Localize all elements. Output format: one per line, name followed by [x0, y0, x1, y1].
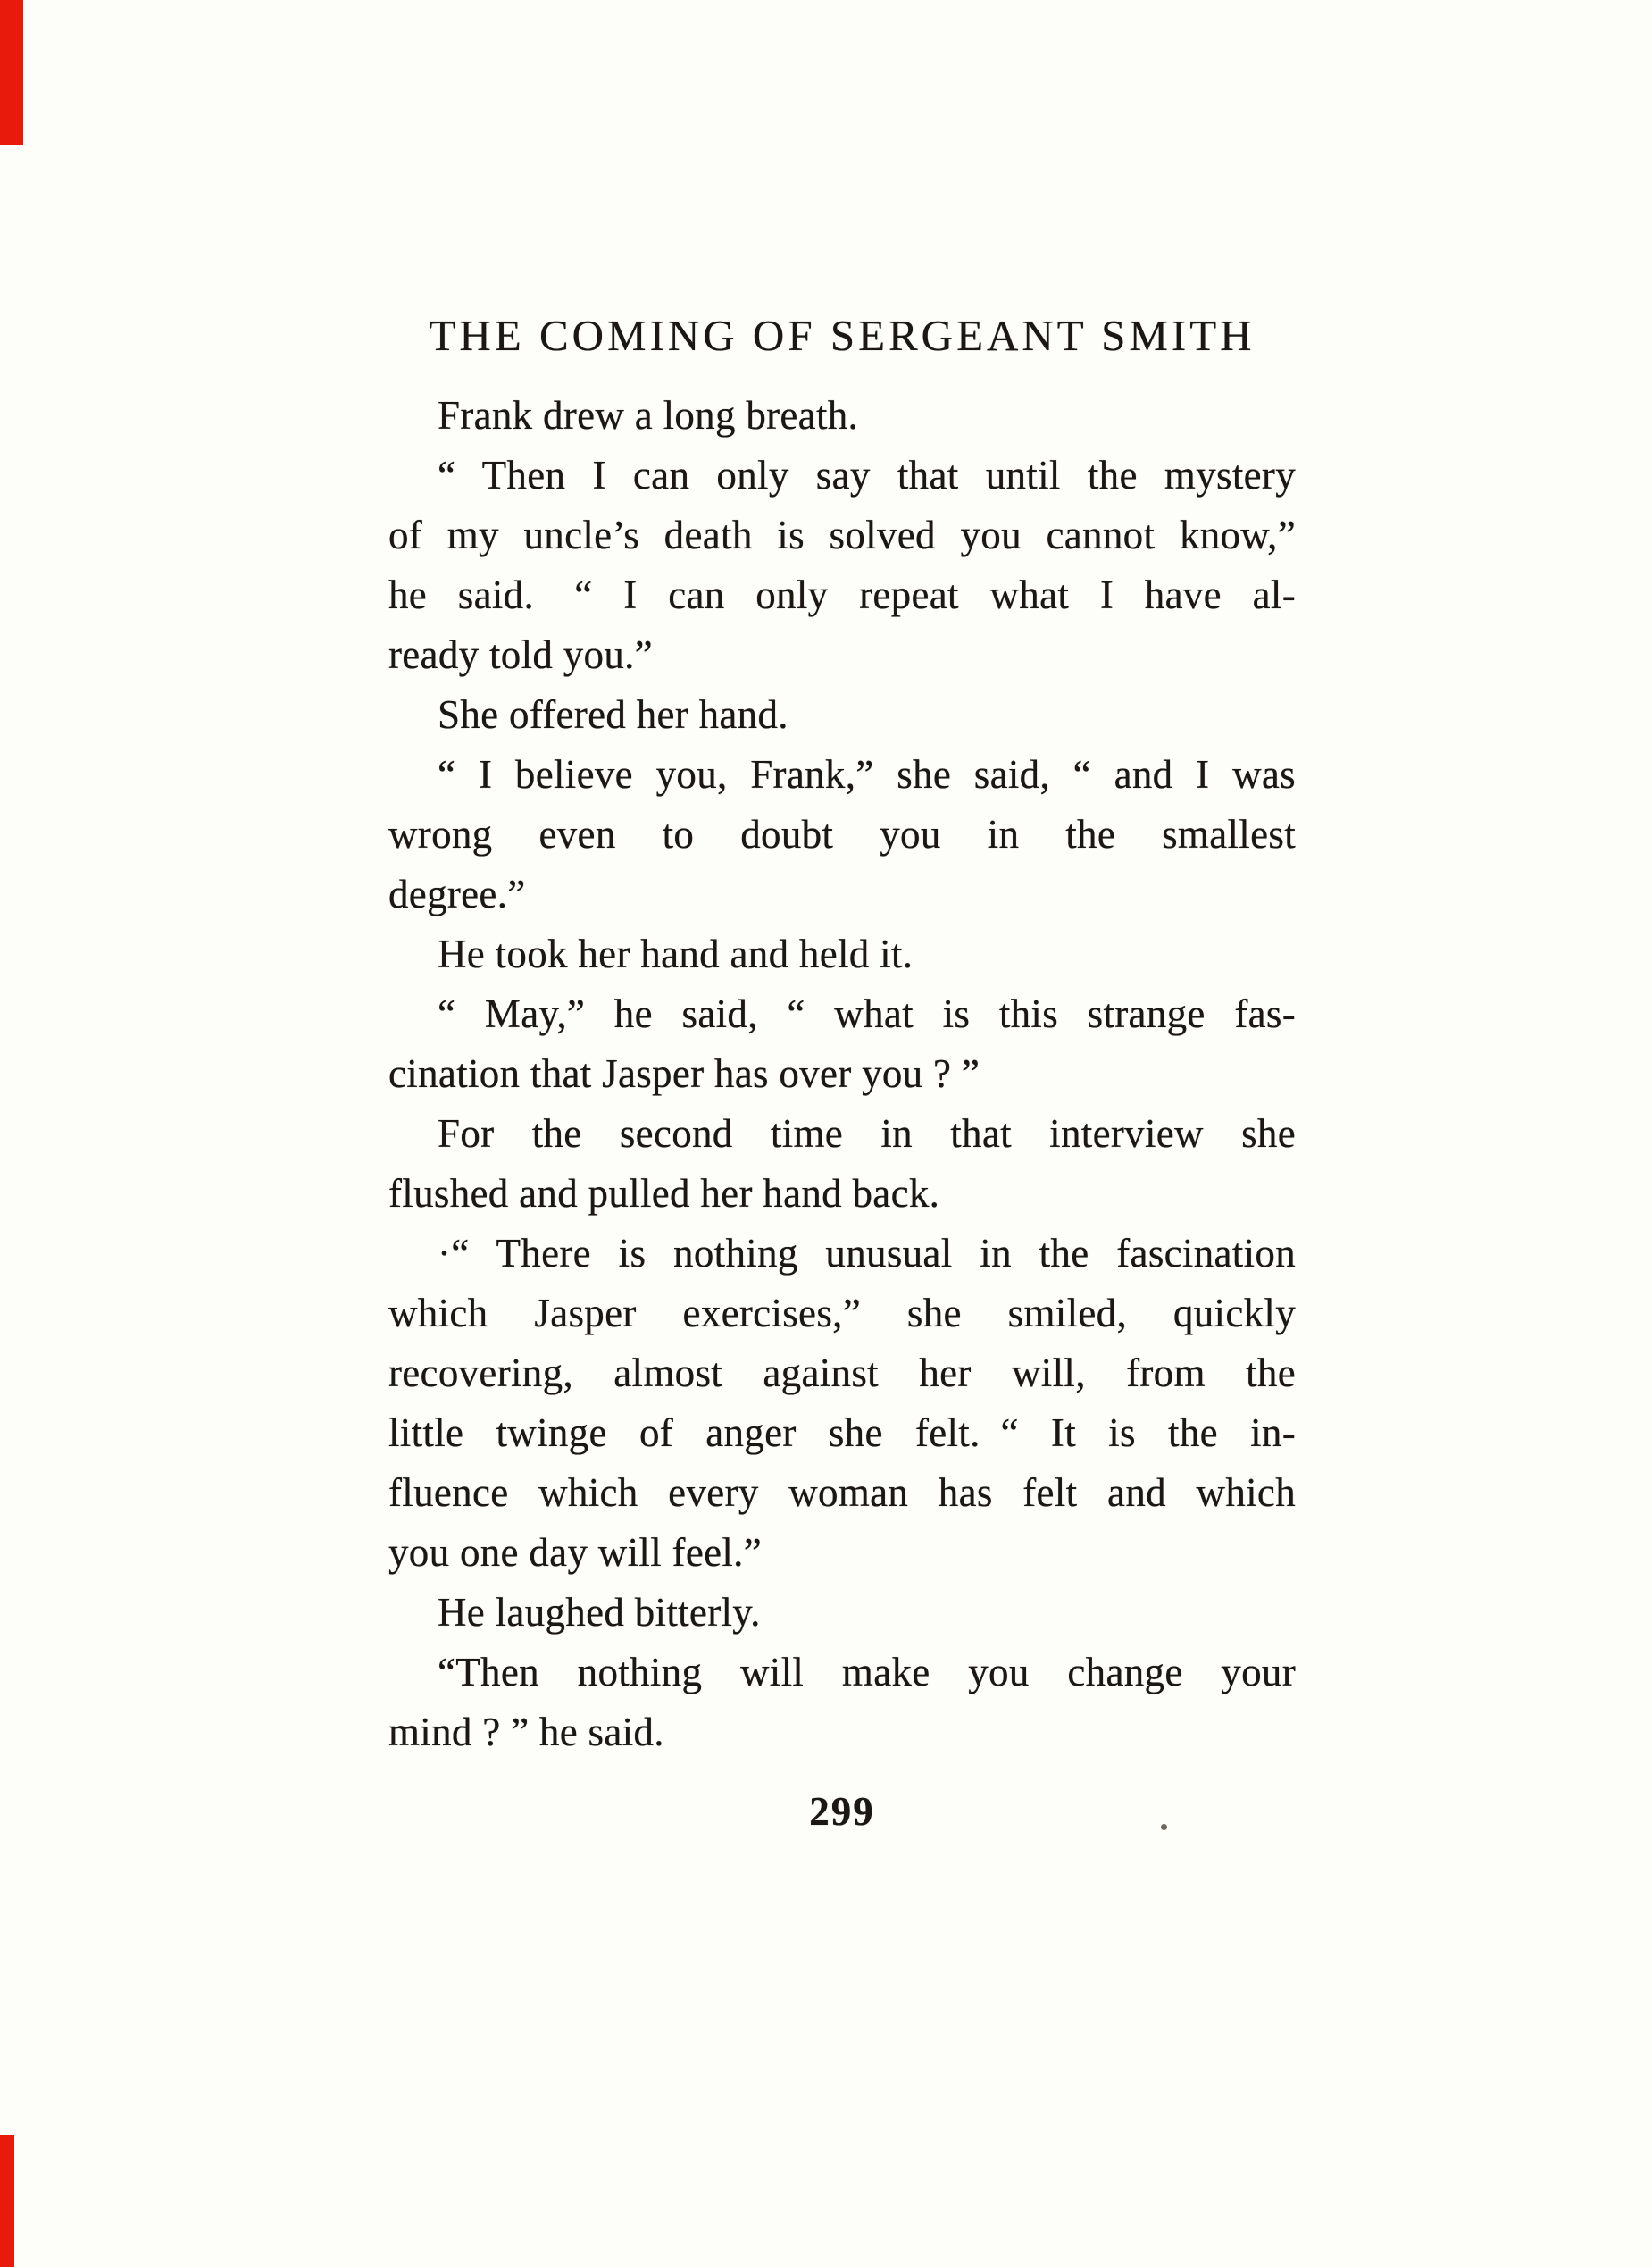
text-line: “ Then I can only say that until the mystery	[438, 453, 1296, 498]
text-line: For the second time in that interview she	[438, 1111, 1296, 1156]
page-body	[388, 309, 1296, 1842]
text-line: degree.”	[388, 872, 526, 916]
text-block	[388, 386, 1296, 1762]
text-line: Frank drew a long breath.	[438, 393, 859, 438]
text-line: mind ? ” he said.	[388, 1710, 664, 1754]
text-line: fluence which every woman has felt and which	[388, 1470, 1296, 1515]
text-line: of my uncle’s death is solved you cannot know,”	[388, 513, 1296, 557]
text-line: little twinge of anger she felt. “ It is the in-	[388, 1410, 1296, 1455]
text-line: flushed and pulled her hand back.	[388, 1171, 940, 1216]
paragraph	[388, 1224, 1296, 1583]
text-line: he said. “ I can only repeat what I have al-	[388, 573, 1296, 617]
text-line: “Then nothing will make you change your	[438, 1650, 1296, 1694]
text-line: ready told you.”	[388, 632, 653, 677]
scan-red-bar-top	[0, 0, 23, 145]
text-line: cination that Jasper has over you ? ”	[388, 1051, 980, 1096]
page-number: 299	[809, 1789, 875, 1834]
text-line: He laughed bitterly.	[438, 1590, 761, 1635]
paragraph	[388, 745, 1296, 924]
paragraph	[388, 924, 1296, 984]
paragraph	[388, 1583, 1296, 1643]
paragraph	[388, 386, 1296, 446]
text-line: wrong even to doubt you in the smallest	[388, 812, 1296, 857]
scan-red-bar-bottom	[0, 2135, 14, 2267]
text-line: ·“ There is nothing unusual in the fascination	[438, 1231, 1296, 1276]
text-line: “ May,” he said, “ what is this strange fas-	[438, 991, 1296, 1036]
paragraph	[388, 685, 1296, 745]
paragraph	[388, 984, 1296, 1104]
text-line: which Jasper exercises,” she smiled, quickly	[388, 1291, 1296, 1335]
paragraph	[388, 446, 1296, 685]
paragraph	[388, 1643, 1296, 1762]
running-header: THE COMING OF SERGEANT SMITH	[429, 311, 1256, 360]
text-line: you one day will feel.”	[388, 1530, 763, 1575]
speck-artifact	[1161, 1824, 1167, 1830]
text-line: “ I believe you, Frank,” she said, “ and I was	[438, 752, 1296, 797]
text-line: She offered her hand.	[438, 692, 788, 737]
text-line: recovering, almost against her will, from the	[388, 1351, 1296, 1395]
paragraph	[388, 1104, 1296, 1224]
text-line: He took her hand and held it.	[438, 932, 914, 976]
